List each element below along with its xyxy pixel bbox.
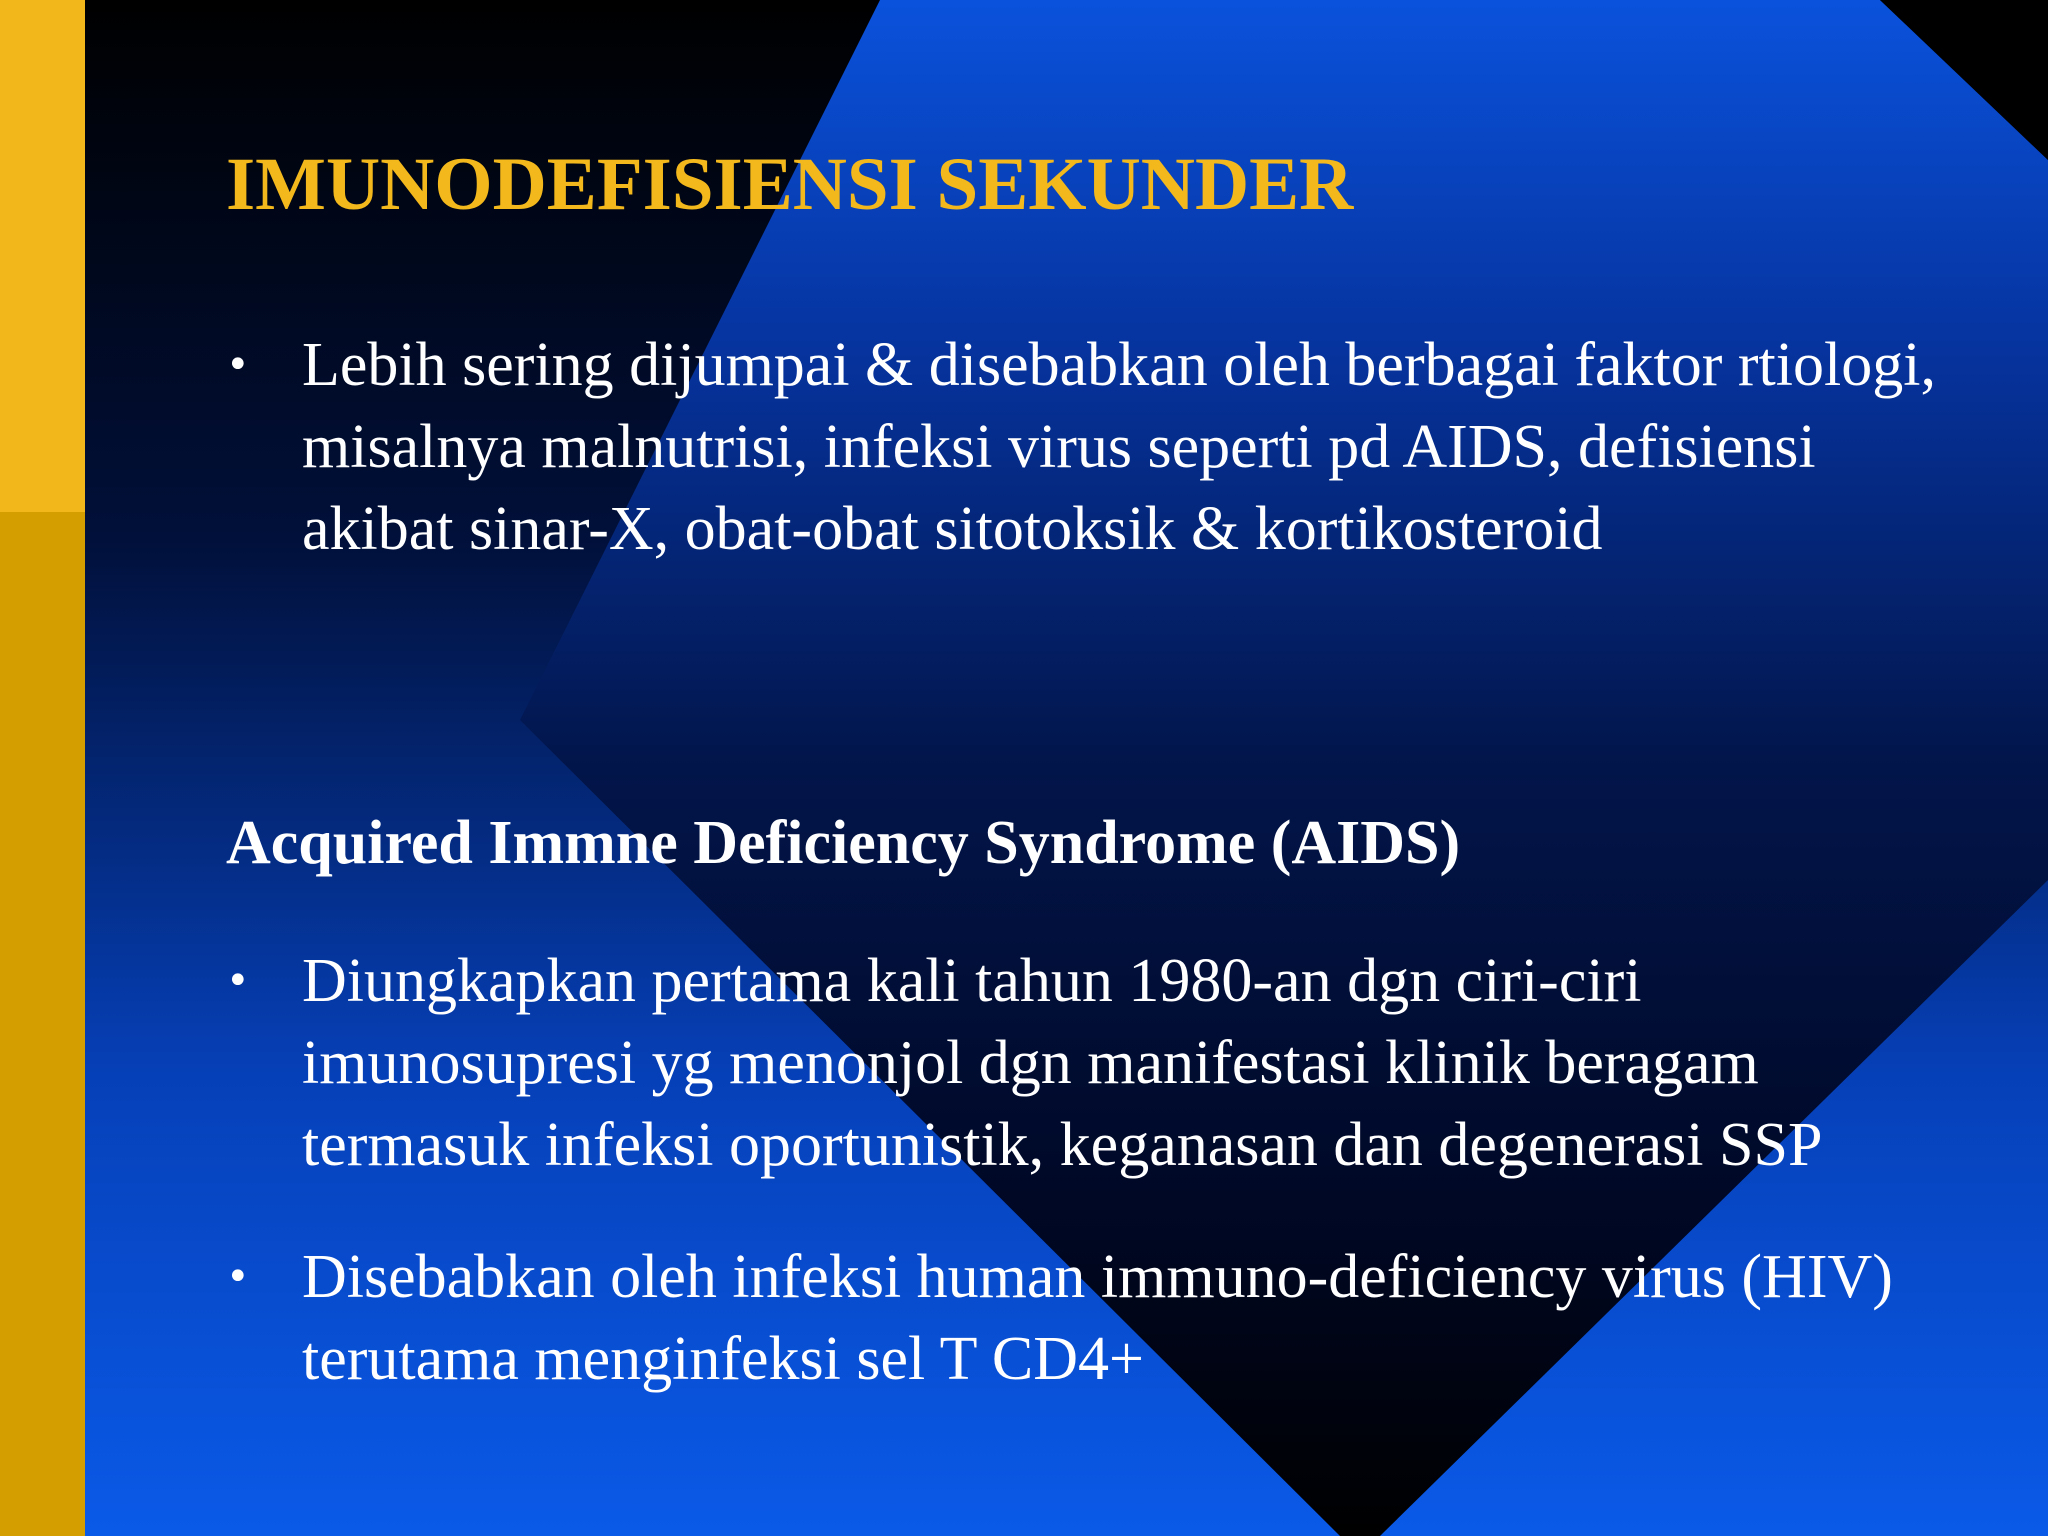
- accent-bar-bottom: [0, 512, 85, 1536]
- bullet-text: Disebabkan oleh infeksi human immuno-deficiency virus (HIV) terutama menginfeksi sel T CD4+: [302, 1243, 1893, 1393]
- bullet-dot: •: [226, 342, 250, 388]
- bullet-item: [226, 324, 1946, 570]
- bullet-item: [226, 1236, 1946, 1400]
- slide-title: IMUNODEFISIENSI SEKUNDER: [226, 143, 1354, 226]
- bullet-dot: •: [226, 1254, 250, 1300]
- bullet-text: Diungkapkan pertama kali tahun 1980-an dgn ciri-ciri imunosupresi yg menonjol dgn manifestasi klinik beragam termasuk infeksi oportunistik, keganasan dan degenerasi SSP: [302, 947, 1823, 1179]
- bullet-item: [226, 940, 1946, 1186]
- bullet-dot: •: [226, 958, 250, 1004]
- bullet-text: Lebih sering dijumpai & disebabkan oleh berbagai faktor rtiologi, misalnya malnutrisi, infeksi virus seperti pd AIDS, defisiensi akibat sinar-X, obat-obat sitotoksik & kortikosteroid: [302, 331, 1936, 563]
- bullet-list-aids: [226, 940, 1946, 1400]
- section-subheading: Acquired Immne Deficiency Syndrome (AIDS): [226, 809, 1461, 877]
- bullet-list-intro: [226, 324, 1946, 570]
- accent-bar-top: [0, 0, 85, 512]
